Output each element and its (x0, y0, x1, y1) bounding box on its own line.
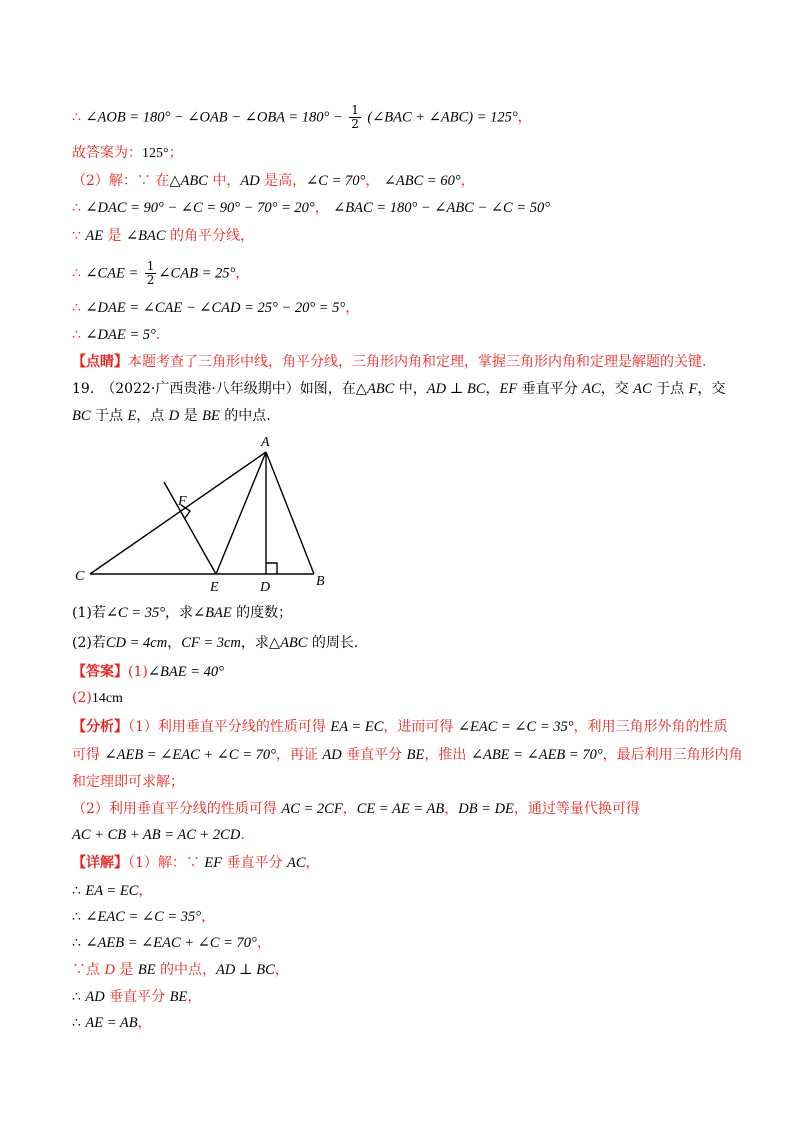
comment-line: 【点睛】本题考查了三角形中线，角平分线，三角形内角和定理，掌握三角形内角和定理是解题的关键. (72, 354, 707, 370)
question-19-line1: 19. （2022·广西贵港·八年级期中）如图，在△ABC 中，AD ⊥ BC，EF 垂直平分 AC，交 AC 于点 F，交 (72, 381, 726, 397)
sub-question-1: (1)若∠C = 35°，求∠BAE 的度数； (72, 605, 293, 621)
answer-line-part1: 【答案】(1)∠BAE = 40° (72, 664, 224, 680)
part2-cae-line: ∴ ∠CAE = $\frac{1}{2}$ ∠CAB = 25°， (72, 259, 250, 287)
label-F: F (178, 494, 187, 509)
label-E: E (210, 580, 219, 595)
segment-EF (164, 482, 216, 574)
segment-AB (266, 452, 314, 574)
triangle-figure (70, 432, 370, 602)
sub-question-2: (2)若CD = 4cm，CF = 3cm，求△ABC 的周长. (72, 635, 359, 651)
fraction-half: $\frac{1}{2}$ (351, 103, 359, 131)
analysis-line-3: 和定理即可求解； (72, 774, 184, 790)
part2-bisector-line: ∵ AE 是 ∠BAC 的角平分线， (72, 228, 254, 244)
detail-line-5: ∵点 D 是 BE 的中点，AD ⊥ BC， (72, 962, 289, 978)
detail-line-4: ∴ ∠AEB = ∠EAC + ∠C = 70°， (72, 935, 271, 951)
label-A: A (261, 435, 270, 450)
label-C: C (75, 569, 85, 584)
segment-AE (216, 452, 266, 574)
fraction-half-2: $\frac{1}{2}$ (146, 259, 155, 287)
answer-line-part2: (2)14cm (72, 690, 123, 706)
detail-line-2: ∴ EA = EC， (72, 883, 153, 899)
analysis-line-5: AC + CB + AB = AC + 2CD. (72, 827, 245, 843)
part2-result-line: ∴ ∠DAE = 5°. (72, 327, 161, 343)
detail-line-3: ∴ ∠EAC = ∠C = 35°， (72, 909, 216, 925)
part2-dae-line: ∴ ∠DAE = ∠CAE − ∠CAD = 25° − 20° = 5°， (72, 300, 360, 316)
label-D: D (260, 580, 271, 595)
question-19-line2: BC 于点 E，点 D 是 BE 的中点. (72, 408, 271, 424)
part2-given-line: （2）解：∵ 在△ABC 中，AD 是高，∠C = 70°， ∠ABC = 60°， (72, 173, 475, 189)
part2-dac-line: ∴ ∠DAC = 90° − ∠C = 90° − 70° = 20°， ∠BAC = 180° − ∠ABC − ∠C = 50° (72, 200, 551, 216)
solution-line-aob: ∴ ∠AOB = 180° − ∠OAB − ∠OBA = 180° − $\frac{1}{2}$ (∠BAC + ∠ABC) = 125°， (72, 103, 532, 131)
analysis-line-1: 【分析】（1）利用垂直平分线的性质可得 EA = EC，进而可得 ∠EAC = ∠C = 35°，利用三角形外角的性质 (72, 719, 728, 735)
answer-line-1: 故答案为：125°； (72, 145, 183, 161)
detail-line-6: ∴ AD 垂直平分 BE， (72, 989, 202, 1005)
detail-line-7: ∴ AE = AB， (72, 1015, 152, 1031)
segment-CA (90, 452, 266, 574)
label-B: B (316, 574, 325, 589)
right-angle-D (266, 563, 277, 574)
analysis-line-4: （2）利用垂直平分线的性质可得 AC = 2CF，CE = AE = AB，DB = DE，通过等量代换可得 (72, 801, 640, 817)
detail-line-1: 【详解】（1）解：∵ EF 垂直平分 AC， (72, 855, 320, 871)
analysis-line-2: 可得 ∠AEB = ∠EAC + ∠C = 70°，再证 AD 垂直平分 BE，推出 ∠ABE = ∠AEB = 70°，最后利用三角形内角 (72, 747, 743, 763)
